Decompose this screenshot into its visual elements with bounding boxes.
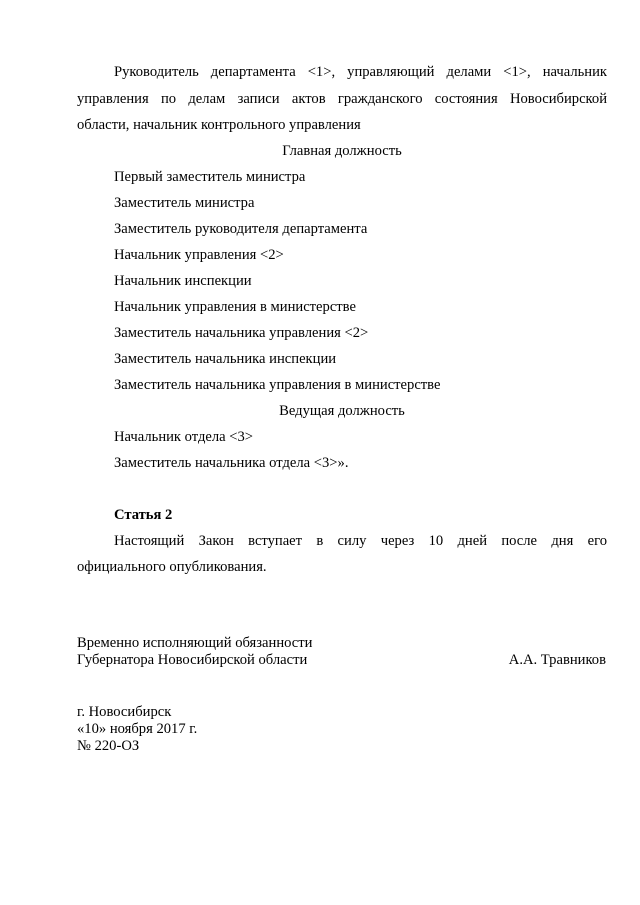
article-title: Статья 2	[114, 507, 173, 523]
group-heading-leading: Ведущая должность	[279, 403, 405, 419]
group-heading-main: Главная должность	[282, 143, 402, 159]
list-item: Начальник инспекции	[114, 273, 252, 289]
footer-city: г. Новосибирск	[77, 704, 172, 720]
intro-line-1: Руководитель департамента <1>, управляющий делами <1>, начальник	[114, 64, 607, 80]
list-item: Первый заместитель министра	[114, 169, 306, 185]
footer-number: № 220-ОЗ	[77, 738, 140, 754]
list-item: Заместитель начальника инспекции	[114, 351, 337, 367]
intro-line-3: области, начальник контрольного управления	[77, 117, 361, 133]
intro-line-2: управления по делам записи актов гражданского состояния Новосибирской	[77, 91, 607, 107]
article-line-2: официального опубликования.	[77, 559, 267, 575]
list-item: Заместитель начальника управления <2>	[114, 325, 369, 341]
signature-name: А.А. Травников	[508, 652, 606, 668]
signature-position-line-2: Губернатора Новосибирской области	[77, 652, 308, 668]
signature-position-line-1: Временно исполняющий обязанности	[77, 635, 313, 651]
list-item: Начальник управления в министерстве	[114, 299, 356, 315]
list-item: Заместитель начальника отдела <3>».	[114, 455, 349, 471]
list-item: Заместитель начальника управления в министерстве	[114, 377, 441, 393]
list-item: Заместитель министра	[114, 195, 255, 211]
article-line-1: Настоящий Закон вступает в силу через 10 дней после дня его	[114, 533, 607, 549]
list-item: Начальник отдела <3>	[114, 429, 254, 445]
list-item: Начальник управления <2>	[114, 247, 284, 263]
footer-date: «10» ноября 2017 г.	[77, 721, 198, 737]
list-item: Заместитель руководителя департамента	[114, 221, 368, 237]
